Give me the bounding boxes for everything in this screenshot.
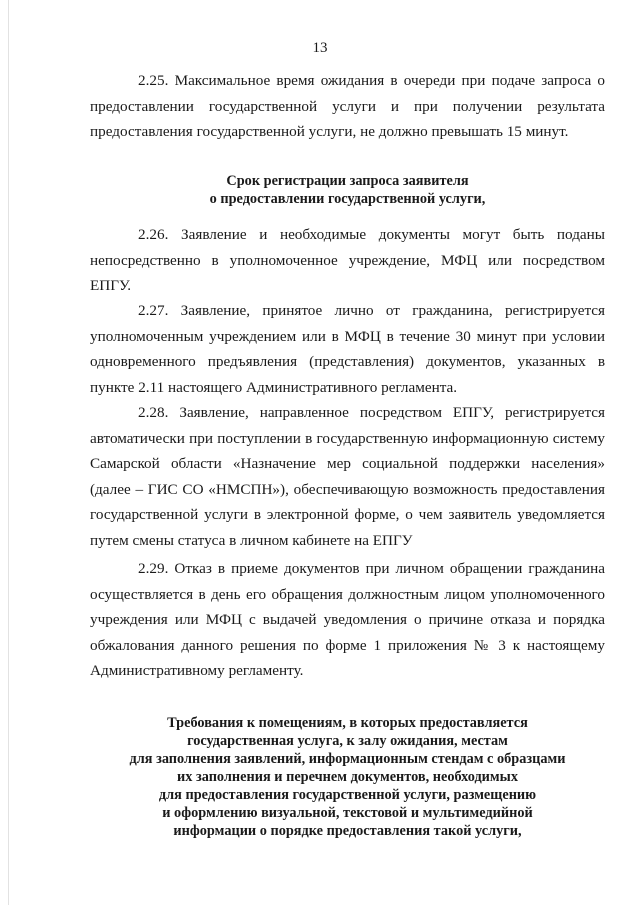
paragraph-2-28 [90,400,605,554]
heading-line: и оформлению визуальной, текстовой и мультимедийной [162,805,533,821]
paragraph-2-26-text: 2.26. Заявление и необходимые документы могут быть поданы непосредственно в уполномоченное учреждение, МФЦ или посредством ЕПГУ. [90,226,605,295]
page-number: 13 [312,40,328,56]
paragraph-2-27-text: 2.27. Заявление, принятое лично от гражданина, регистрируется уполномоченным учреждением или в МФЦ в течение 30 минут при условии одновременного предъявления (представления) документов, указанных в пункте 2.11 настоящего Административного регламента. [90,302,605,396]
section-heading-premises-requirements [90,714,605,840]
heading-line: Срок регистрации запроса заявителя [226,173,469,189]
paragraph-2-26 [90,222,605,299]
heading-line: о предоставлении государственной услуги, [209,191,486,207]
heading-line: информации о порядке предоставления такой услуги, [173,823,522,839]
paragraph-2-28-text: 2.28. Заявление, направленное посредством ЕПГУ, регистрируется автоматически при поступлении в государственную информационную систему Самарской области «Назначение мер социальной поддержки населения» (далее – ГИС СО «НМСПН»), обеспечивающую возможность предоставления государственной услуги в электронной форме, о чем заявитель уведомляется путем смены статуса в личном кабинете на ЕПГУ [90,404,605,549]
heading-line: для заполнения заявлений, информационным стендам с образцами [129,751,566,767]
heading-line: их заполнения и перечнем документов, необходимых [177,769,518,785]
paragraph-2-25 [90,68,605,145]
heading-line: государственная услуга, к залу ожидания, местам [187,733,508,749]
paragraph-2-29-text: 2.29. Отказ в приеме документов при личном обращении гражданина осуществляется в день его обращения должностным лицом уполномоченного учреждения или МФЦ с выдачей уведомления о причине отказа и порядка обжалования данного решения по форме 1 приложения № 3 к настоящему Административному регламенту. [90,560,605,680]
page-edge-line [8,0,9,905]
section-heading-registration [90,172,605,208]
paragraph-2-25-text: 2.25. Максимальное время ожидания в очереди при подаче запроса о предоставлении государственной услуги и при получении результата предоставления государственной услуги, не должно превышать 15 минут. [90,72,605,141]
paragraph-2-29 [90,556,605,684]
paragraph-2-27 [90,298,605,400]
heading-line: Требования к помещениям, в которых предоставляется [167,715,528,731]
heading-line: для предоставления государственной услуги, размещению [158,787,537,803]
